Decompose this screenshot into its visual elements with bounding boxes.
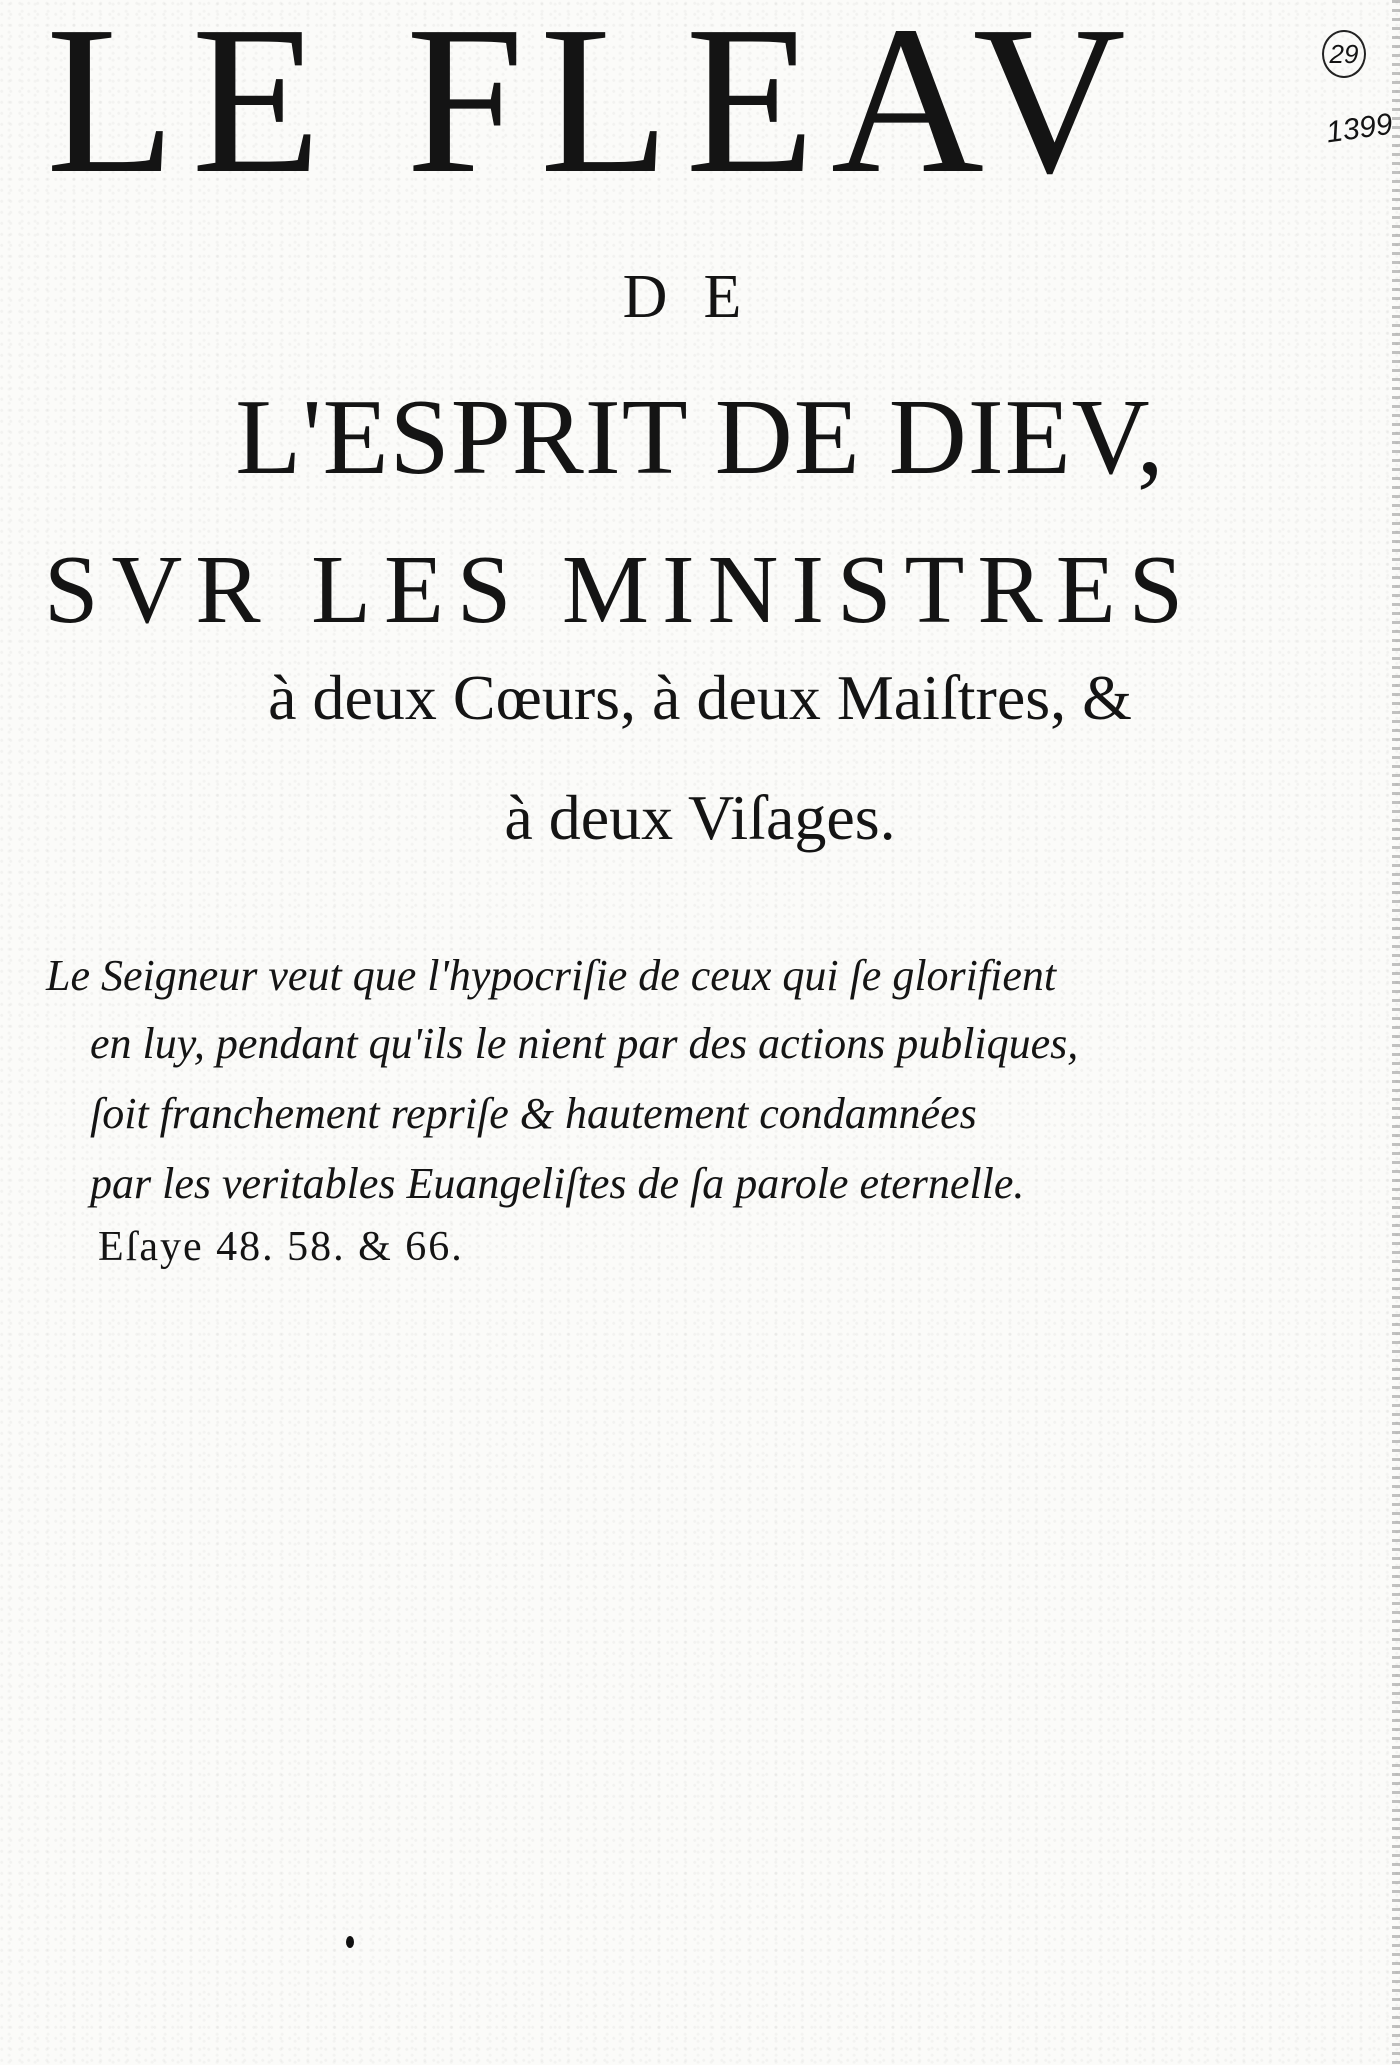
title-connector: DE <box>622 263 778 331</box>
epigraph-line-1: Le Seigneur veut que l'hypocriſie de ceux qui ſe glorifient <box>46 951 1057 1000</box>
subtitle-line-2: à deux Viſages. <box>504 782 896 853</box>
epigraph-line-3: ſoit franchement repriſe & hautement condamnées <box>90 1089 977 1138</box>
scripture-reference: Eſaye 48. 58. & 66. <box>98 1224 464 1270</box>
ink-speck <box>346 1936 354 1948</box>
title-ministres: SVR LES MINISTRES <box>44 536 1197 644</box>
handwritten-shelfmark: 1399 <box>1323 107 1395 150</box>
epigraph-line-4: par les veritables Euangeliſtes de ſa parole eternelle. <box>90 1159 1025 1208</box>
main-title: LE FLEAV <box>46 0 1142 217</box>
folio-number: 29 <box>1322 30 1366 78</box>
subtitle-line-1: à deux Cœurs, à deux Maiſtres, & <box>268 662 1132 733</box>
title-esprit: L'ESPRIT DE DIEV, <box>235 378 1165 497</box>
epigraph-line-2: en luy, pendant qu'ils le nient par des actions publiques, <box>90 1019 1079 1068</box>
page-edge-shadow <box>1392 0 1400 2065</box>
